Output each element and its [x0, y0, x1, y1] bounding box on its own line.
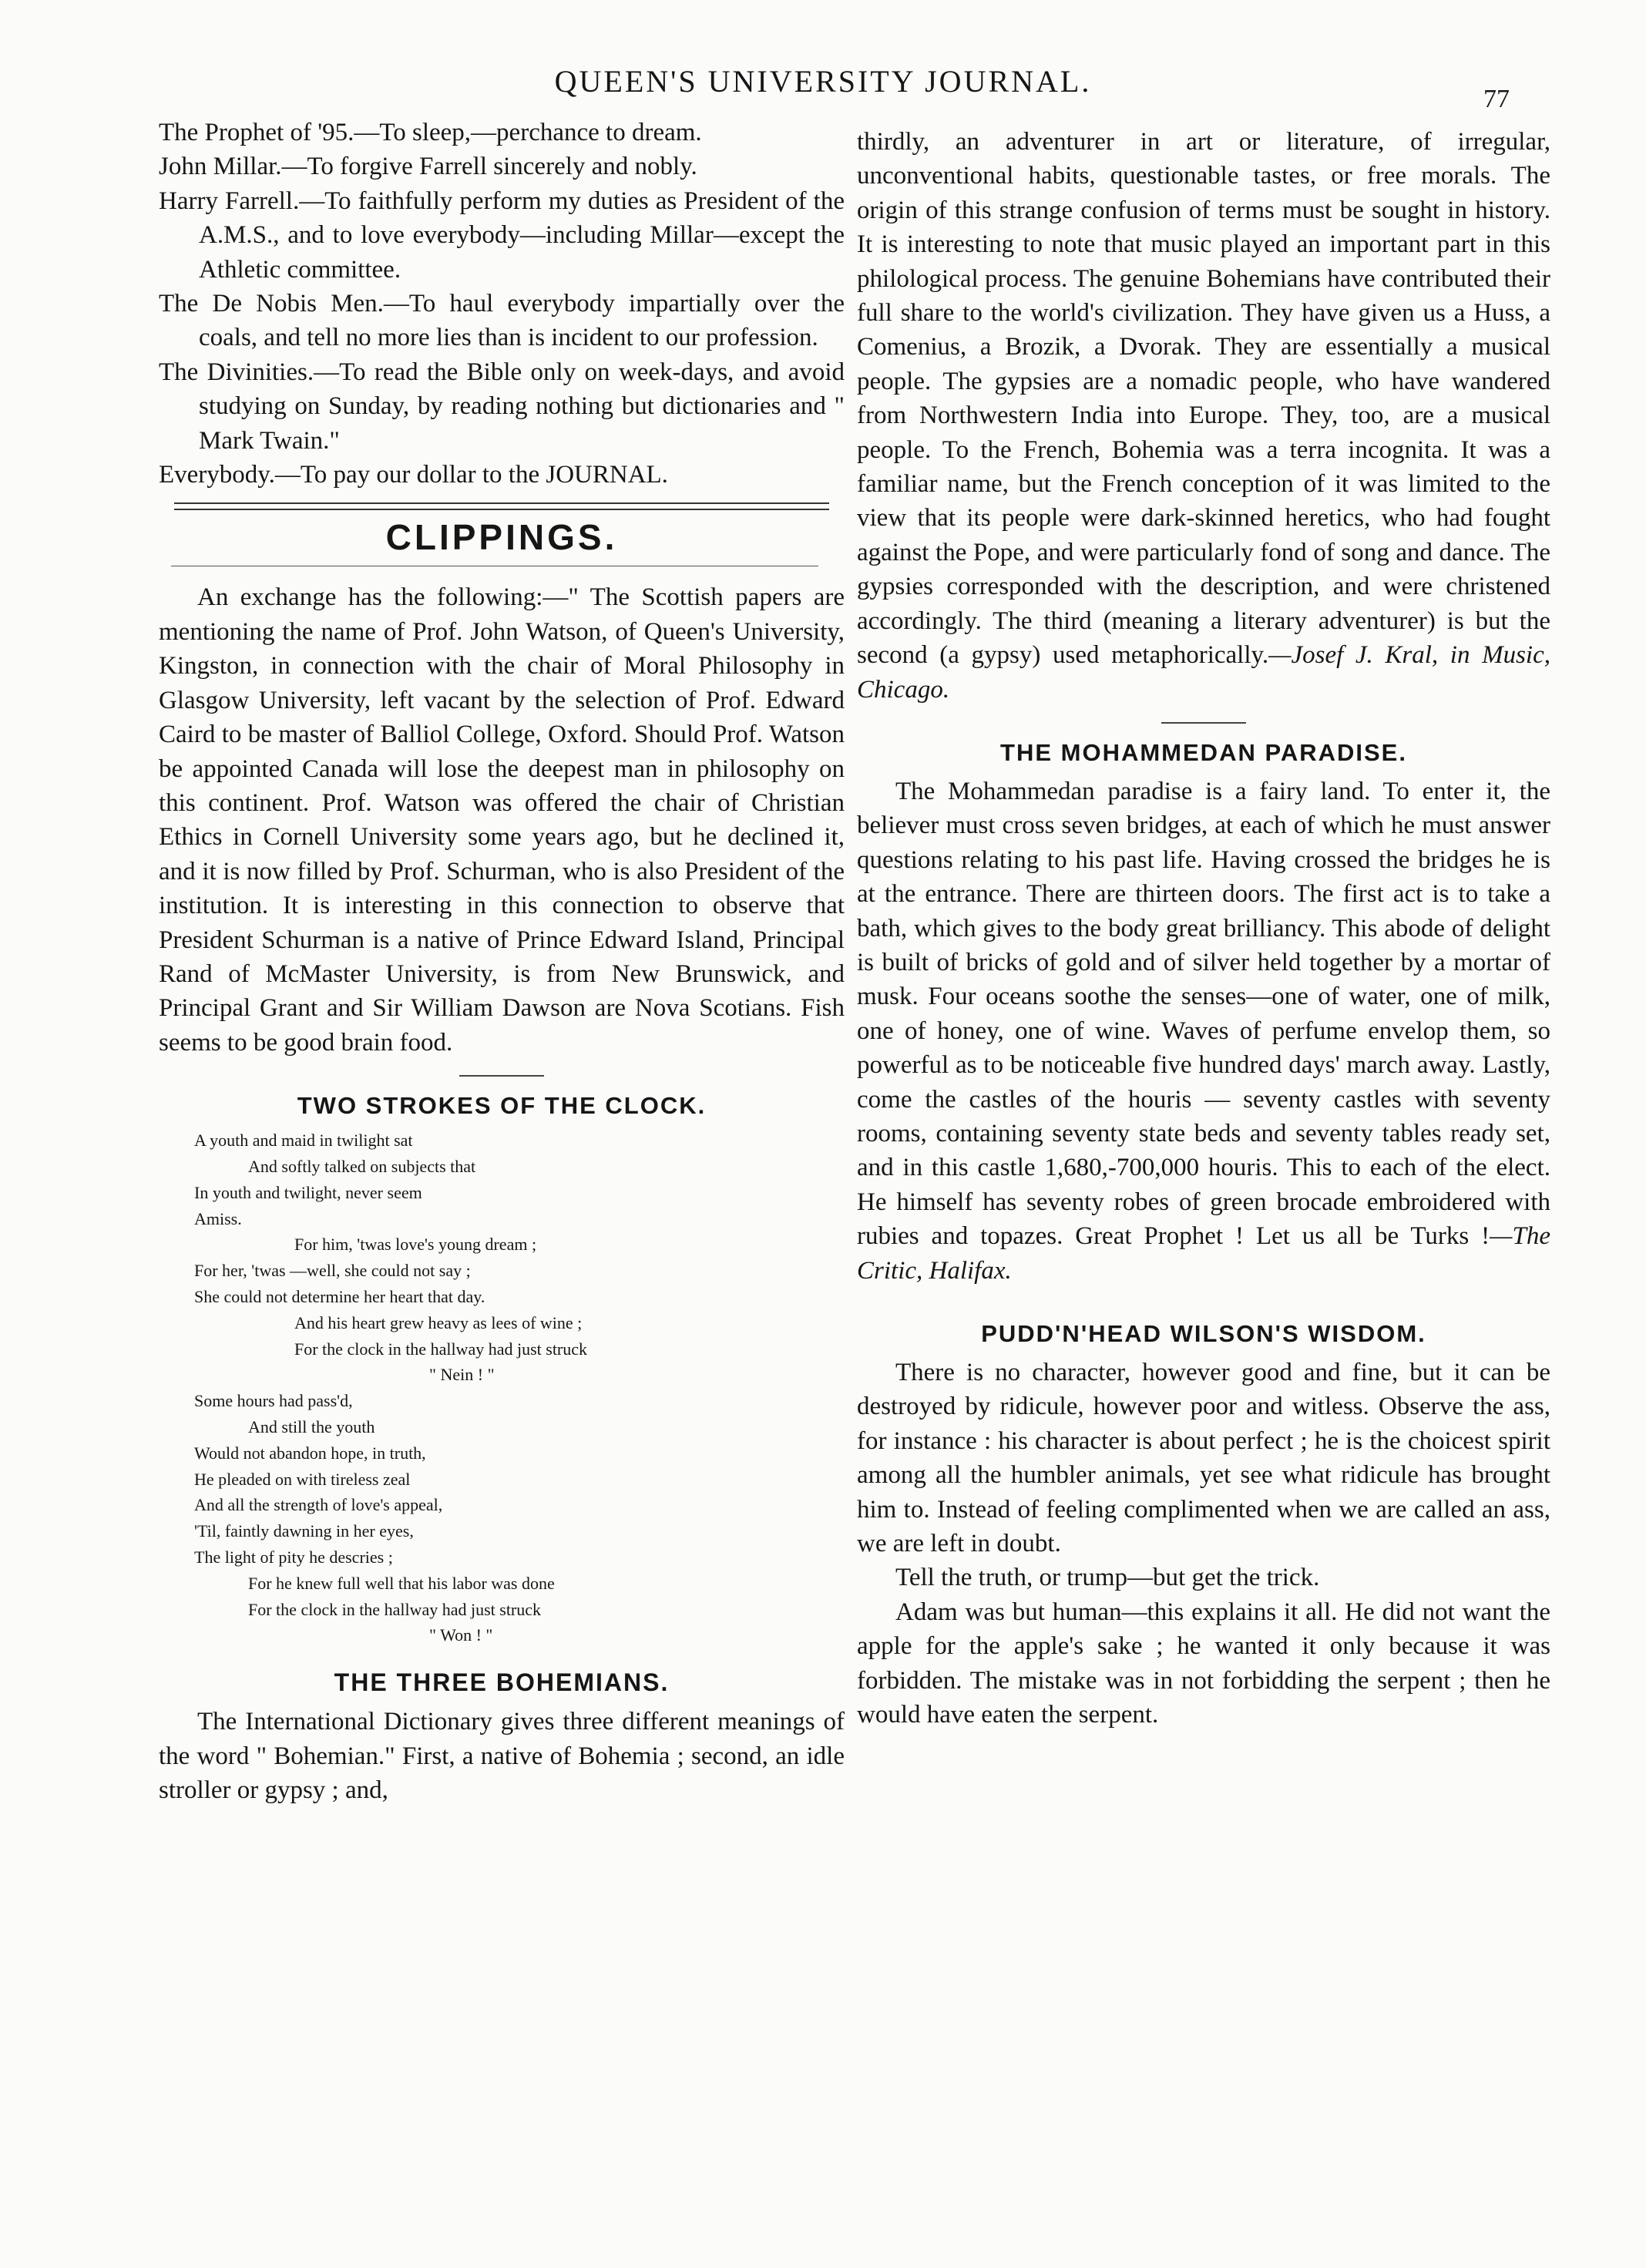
- poem-line: Would not abandon hope, in truth,: [194, 1443, 426, 1463]
- clippings-heading: CLIPPINGS.: [385, 517, 618, 558]
- resolution-item: The De Nobis Men.—To haul everybody impartially over the coals, and tell no more lies than is incident to our profession.: [159, 290, 845, 352]
- poem-line: In youth and twilight, never seem: [194, 1182, 422, 1202]
- resolution-item: The Divinities.—To read the Bible only on week-days, and avoid studying on Sunday, by reading nothing but dictionaries and " Mark Twain.": [159, 358, 845, 455]
- poem-line: And his heart grew heavy as lees of wine ;: [294, 1312, 583, 1332]
- running-head: QUEEN'S UNIVERSITY JOURNAL.: [554, 64, 1092, 99]
- page-number: 77: [1483, 85, 1510, 113]
- poem-line: For him, 'twas love's young dream ;: [294, 1235, 537, 1255]
- poem-line: A youth and maid in twilight sat: [194, 1131, 413, 1151]
- resolutions-list: [159, 116, 845, 492]
- bohemians-paragraph-start: The International Dictionary gives three different meanings of the word " Bohemian." First, a native of Bohemia ; second, an idle stroller or gypsy ; and,: [159, 1708, 845, 1804]
- poem-line: He pleaded on with tireless zeal: [194, 1469, 411, 1489]
- wisdom-paragraph: Adam was but human—this explains it all. He did not want the apple for the apple's sake ; he wanted it only because it was forbidden. The mistake was in not forbidding the serpent ; then he would have eaten the serpent.: [857, 1598, 1550, 1729]
- poem-line: And still the youth: [248, 1416, 375, 1436]
- paradise-paragraph: [857, 774, 1550, 1288]
- resolution-item: Everybody.—To pay our dollar to the JOURNAL.: [159, 461, 668, 489]
- poem-heading: TWO STROKES OF THE CLOCK.: [297, 1092, 707, 1120]
- resolution-item: The Prophet of '95.—To sleep,—perchance to dream.: [159, 119, 702, 146]
- bohemians-heading: THE THREE BOHEMIANS.: [334, 1668, 670, 1697]
- short-divider: [1161, 722, 1246, 724]
- poem-line: The light of pity he descries ;: [194, 1547, 393, 1567]
- poem-line: For her, 'twas —well, she could not say ;: [194, 1261, 471, 1281]
- bohemians-source: —Josef J. Kral, in Music, Chicago.: [857, 641, 1550, 704]
- poem-line: " Nein ! ": [429, 1365, 495, 1385]
- poem-line: For the clock in the hallway had just struck: [248, 1599, 542, 1619]
- resolution-item: John Millar.—To forgive Farrell sincerely and nobly.: [159, 153, 697, 181]
- resolution-item: Harry Farrell.—To faithfully perform my duties as President of the A.M.S., and to love everybody—including Millar—except the Athletic committee.: [159, 186, 845, 284]
- poem-line: She could not determine her heart that day.: [194, 1286, 485, 1306]
- poem-line: And all the strength of love's appeal,: [194, 1495, 443, 1515]
- paradise-source: —The Critic, Halifax.: [857, 1222, 1550, 1285]
- right-column: [857, 125, 1550, 1732]
- poem-line: 'Til, faintly dawning in her eyes,: [194, 1521, 414, 1541]
- poem-line: For the clock in the hallway had just struck: [294, 1339, 588, 1359]
- short-divider: [459, 1075, 544, 1077]
- left-column: [159, 116, 845, 1807]
- bohemians-body: thirdly, an adventurer in art or literature, of irregular, unconventional habits, questionable tastes, or free morals. The origin of this strange confusion of terms must be sought in history. It is interesting to note that music played an important part in this philological process. The genuine Bohemians have contributed their full share to the world's civilization. They have given us a Huss, a Comenius, a Brozik, a Dvorak. They are essentially a musical people. The gypsies are a nomadic people, who have wandered from Northwestern India into Europe. They, too, are a musical people. To the French, Bohemia was a terra incognita. It was a familiar name, but the French conception of it was limited to the view that its people were dark-skinned heretics, who had fought against the Pope, and were particularly fond of song and dance. The gypsies corresponded with the description, and were christened accordingly. The third (meaning a literary adventurer) is but the second (a gypsy) used metaphorically.: [857, 128, 1550, 670]
- bohemians-paragraph-continued: [857, 125, 1550, 707]
- poem-line: For he knew full well that his labor was done: [248, 1573, 555, 1593]
- wisdom-paragraph: There is no character, however good and fine, but it can be destroyed by ridicule, however poor and witless. Observe the ass, for instance : his character is about perfect ; he is the choicest spirit among all the humbler animals, yet see what ridicule has brought him to. Instead of feeling complimented when we are called an ass, we are left in doubt.: [857, 1359, 1550, 1558]
- poem: [194, 1127, 845, 1648]
- paradise-heading: THE MOHAMMEDAN PARADISE.: [1000, 738, 1407, 766]
- section-divider: [174, 502, 829, 510]
- poem-line: " Won ! ": [429, 1625, 493, 1645]
- poem-line: And softly talked on subjects that: [248, 1156, 476, 1176]
- wisdom-paragraph: Tell the truth, or trump—but get the trick.: [895, 1564, 1320, 1592]
- paradise-body: The Mohammedan paradise is a fairy land. To enter it, the believer must cross seven bridges, at each of which he must answer questions relating to his past life. Having crossed the bridges he is at the entrance. There are thirteen doors. The first act is to take a bath, which gives to the body great brilliancy. This abode of delight is built of bricks of gold and of silver held together by a mortar of musk. Four oceans soothe the senses—one of water, one of milk, one of honey, one of wine. Waves of perfume envelop them, so powerful as to be noticeable five hundred days' march away. Lastly, come the castles of the houris — seventy castles with seventy rooms, containing seventy state beds and seventy tables ready set, and in this castle 1,680,-700,000 houris. This to each of the elect. He himself has seventy robes of green brocade embroidered with rubies and topazes. Great Prophet ! Let us all be Turks !: [857, 777, 1550, 1251]
- wisdom-heading: PUDD'N'HEAD WILSON'S WISDOM.: [981, 1320, 1426, 1347]
- poem-line: Amiss.: [194, 1208, 242, 1228]
- clippings-paragraph: An exchange has the following:—" The Scottish papers are mentioning the name of Prof. John Watson, of Queen's University, Kingston, in connection with the chair of Moral Philosophy in Glasgow University, left vacant by the selection of Prof. Edward Caird to be master of Balliol College, Oxford. Should Prof. Watson be appointed Canada will lose the deepest man in philosophy on this continent. Prof. Watson was offered the chair of Christian Ethics in Cornell University some years ago, but he declined it, and it is now filled by Prof. Schurman, who is also President of the institution. It is interesting in this connection to observe that President Schurman is a native of Prince Edward Island, Principal Rand of McMaster University, is from New Brunswick, and Principal Grant and Sir William Dawson are Nova Scotians. Fish seems to be good brain food.: [159, 583, 845, 1057]
- poem-line: Some hours had pass'd,: [194, 1391, 353, 1411]
